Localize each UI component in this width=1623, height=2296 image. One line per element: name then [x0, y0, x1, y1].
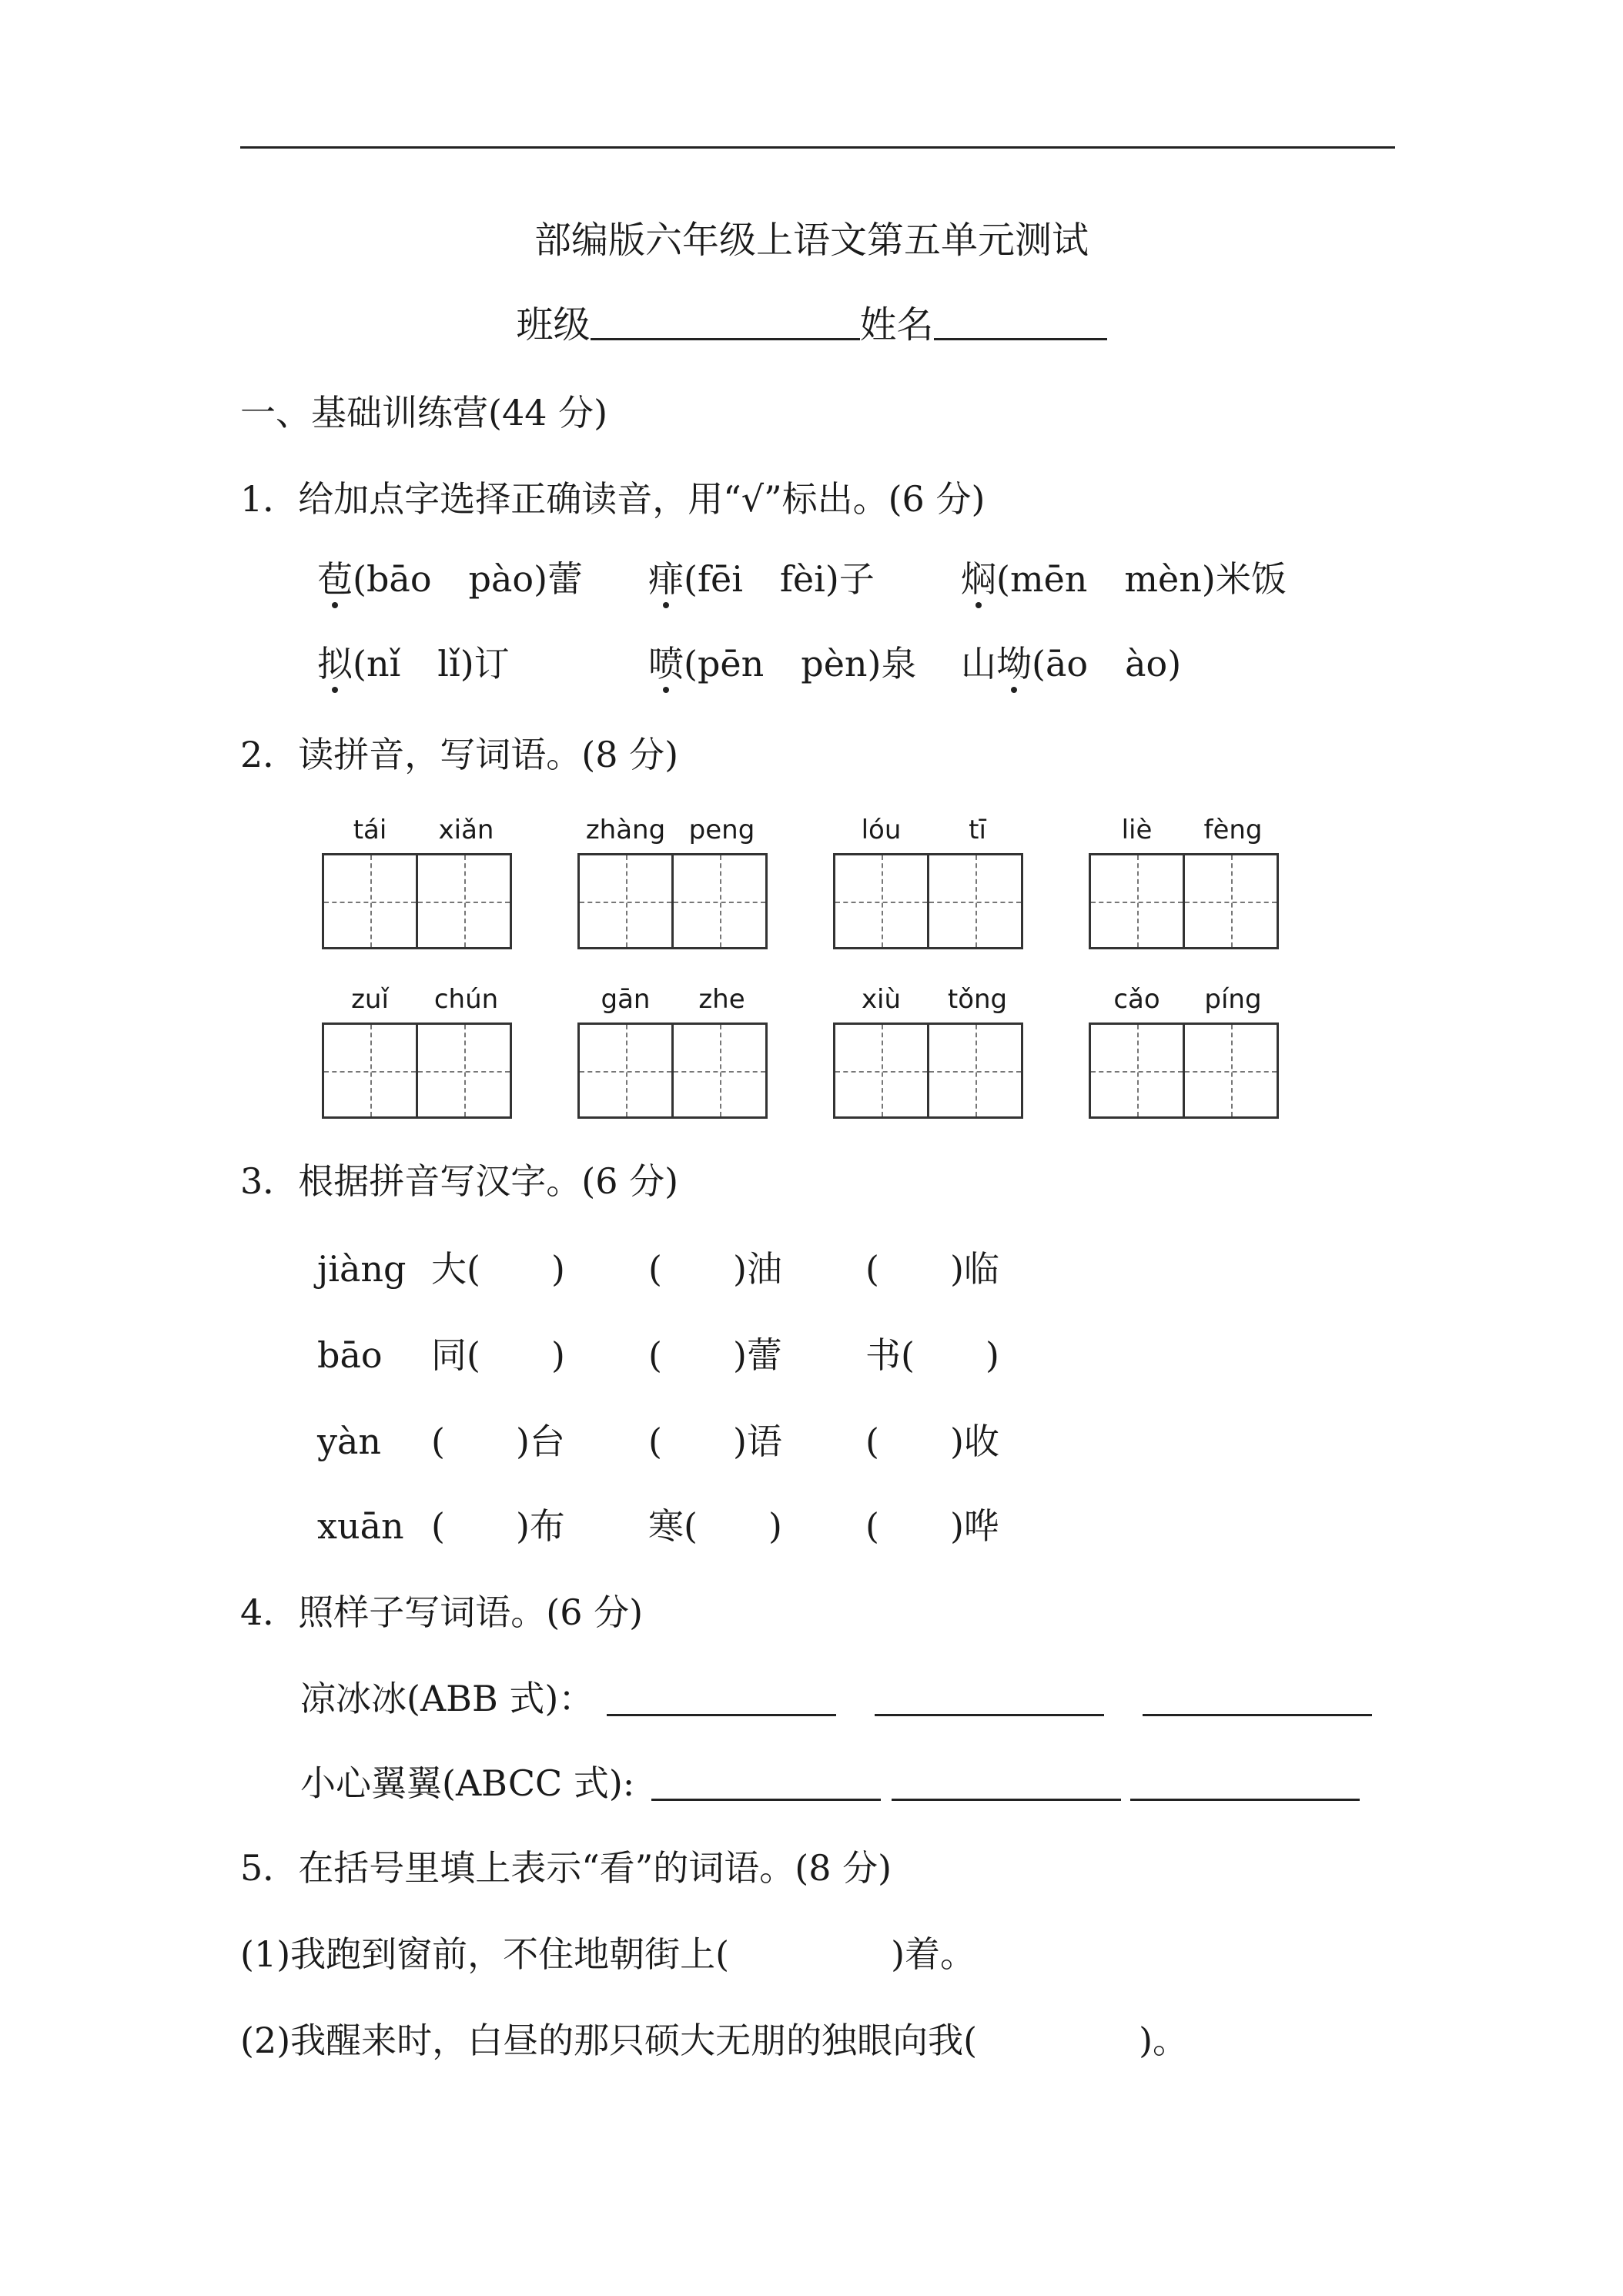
pinyin-label: gān — [601, 984, 651, 1015]
pinyin-label: zhe — [698, 984, 745, 1015]
name-label: 姓名 — [859, 303, 934, 346]
tian-grid-box[interactable] — [927, 853, 1023, 949]
tian-grid-box[interactable] — [1089, 1022, 1185, 1119]
tian-grid-box[interactable] — [1183, 853, 1279, 949]
q4-abcc-label: 小心翼翼(ABCC 式): — [300, 1762, 635, 1804]
dotted-char: 喷 — [648, 641, 684, 687]
answer-line[interactable] — [892, 1799, 1121, 1801]
q3-fill-blank[interactable]: ( )收 — [865, 1421, 999, 1462]
q1-item-1: 苞(bāo pào)蕾 — [317, 556, 583, 602]
q3-row-pinyin: yàn — [317, 1421, 382, 1462]
class-name-line — [0, 302, 1623, 348]
answer-line[interactable] — [651, 1799, 881, 1801]
tian-grid-box[interactable] — [416, 1022, 512, 1119]
tian-grid-box[interactable] — [416, 853, 512, 949]
pinyin-label: zuǐ — [351, 984, 389, 1015]
q3-heading: 3．根据拼音写汉字。(6 分) — [240, 1160, 679, 1202]
q3-fill-blank[interactable]: ( )临 — [865, 1248, 999, 1290]
q1-item-6: 山坳(āo ào) — [961, 641, 1181, 687]
pinyin-label: xiù — [861, 984, 902, 1015]
pinyin-label: fèng — [1203, 815, 1263, 845]
dotted-char: 坳 — [996, 641, 1032, 687]
pinyin-label: tī — [969, 815, 986, 845]
tian-grid-box[interactable] — [1089, 853, 1185, 949]
tian-grid-box[interactable] — [833, 853, 929, 949]
q3-fill-blank[interactable]: 书( ) — [865, 1334, 999, 1376]
q3-fill-blank[interactable]: 大( ) — [431, 1248, 565, 1290]
tian-grid-box[interactable] — [577, 1022, 674, 1119]
q1-item-2: 痱(fēi fèi)子 — [648, 556, 875, 602]
q3-fill-blank[interactable]: ( )语 — [648, 1421, 782, 1462]
q4-heading: 4．照样子写词语。(6 分) — [240, 1591, 644, 1633]
q3-fill-blank[interactable]: ( )布 — [431, 1505, 565, 1547]
tian-grid-box[interactable] — [322, 853, 418, 949]
q3-fill-blank[interactable]: ( )台 — [431, 1421, 565, 1462]
q3-row-pinyin: jiàng — [317, 1248, 407, 1290]
class-blank[interactable] — [591, 303, 860, 340]
q3-fill-blank[interactable]: 同( ) — [431, 1334, 565, 1376]
dotted-char: 苞 — [317, 556, 353, 602]
pinyin-label: tǒng — [947, 984, 1008, 1015]
answer-line[interactable] — [607, 1714, 836, 1716]
tian-grid-box[interactable] — [927, 1022, 1023, 1119]
q4-abb-label: 凉冰冰(ABB 式)： — [300, 1678, 594, 1719]
class-label: 班级 — [516, 303, 591, 346]
tian-grid-box[interactable] — [671, 1022, 768, 1119]
tian-grid-box[interactable] — [577, 853, 674, 949]
q1-item-5: 喷(pēn pèn)泉 — [648, 641, 917, 687]
q3-fill-blank[interactable]: ( )油 — [648, 1248, 782, 1290]
pinyin-label: liè — [1121, 815, 1153, 845]
page-title: 部编版六年级上语文第五单元测试 — [534, 219, 1089, 262]
q5-heading: 5．在括号里填上表示“看”的词语。(8 分) — [240, 1847, 892, 1889]
tian-grid-box[interactable] — [833, 1022, 929, 1119]
pinyin-label: tái — [353, 815, 387, 845]
answer-line[interactable] — [875, 1714, 1104, 1716]
answer-line[interactable] — [1143, 1714, 1372, 1716]
tian-grid-box[interactable] — [1183, 1022, 1279, 1119]
pinyin-label: peng — [688, 815, 755, 845]
name-blank[interactable] — [934, 303, 1107, 340]
q3-fill-blank[interactable]: ( )蕾 — [648, 1334, 782, 1376]
q1-heading: 1．给加点字选择正确读音，用“√”标出。(6 分) — [240, 478, 986, 520]
q3-row-pinyin: bāo — [317, 1334, 383, 1376]
dotted-char: 痱 — [648, 556, 684, 602]
dotted-char: 拟 — [317, 641, 353, 687]
q2-heading: 2．读拼音，写词语。(8 分) — [240, 734, 679, 775]
q1-item-4: 拟(nǐ lǐ)订 — [317, 641, 510, 687]
pinyin-label: xiǎn — [438, 815, 494, 845]
pinyin-label: píng — [1204, 984, 1262, 1015]
q1-item-3: 焖(mēn mèn)米饭 — [961, 556, 1287, 602]
dotted-char: 焖 — [961, 556, 996, 602]
q3-row-pinyin: xuān — [317, 1505, 404, 1547]
q5-sentence-1: (1)我跑到窗前，不住地朝街上( )着。 — [240, 1933, 976, 1975]
tian-grid-box[interactable] — [322, 1022, 418, 1119]
q3-fill-blank[interactable]: 寒( ) — [648, 1505, 782, 1547]
pinyin-label: zhàng — [585, 815, 666, 845]
q5-sentence-2: (2)我醒来时，白昼的那只硕大无朋的独眼向我( )。 — [240, 2020, 1189, 2061]
answer-line[interactable] — [1130, 1799, 1360, 1801]
tian-grid-box[interactable] — [671, 853, 768, 949]
header-rule — [240, 146, 1395, 149]
pinyin-label: lóu — [861, 815, 902, 845]
pinyin-label: chún — [433, 984, 499, 1015]
pinyin-label: cǎo — [1113, 984, 1160, 1015]
q3-fill-blank[interactable]: ( )哗 — [865, 1505, 999, 1547]
section-1-heading: 一、基础训练营(44 分) — [240, 392, 608, 433]
